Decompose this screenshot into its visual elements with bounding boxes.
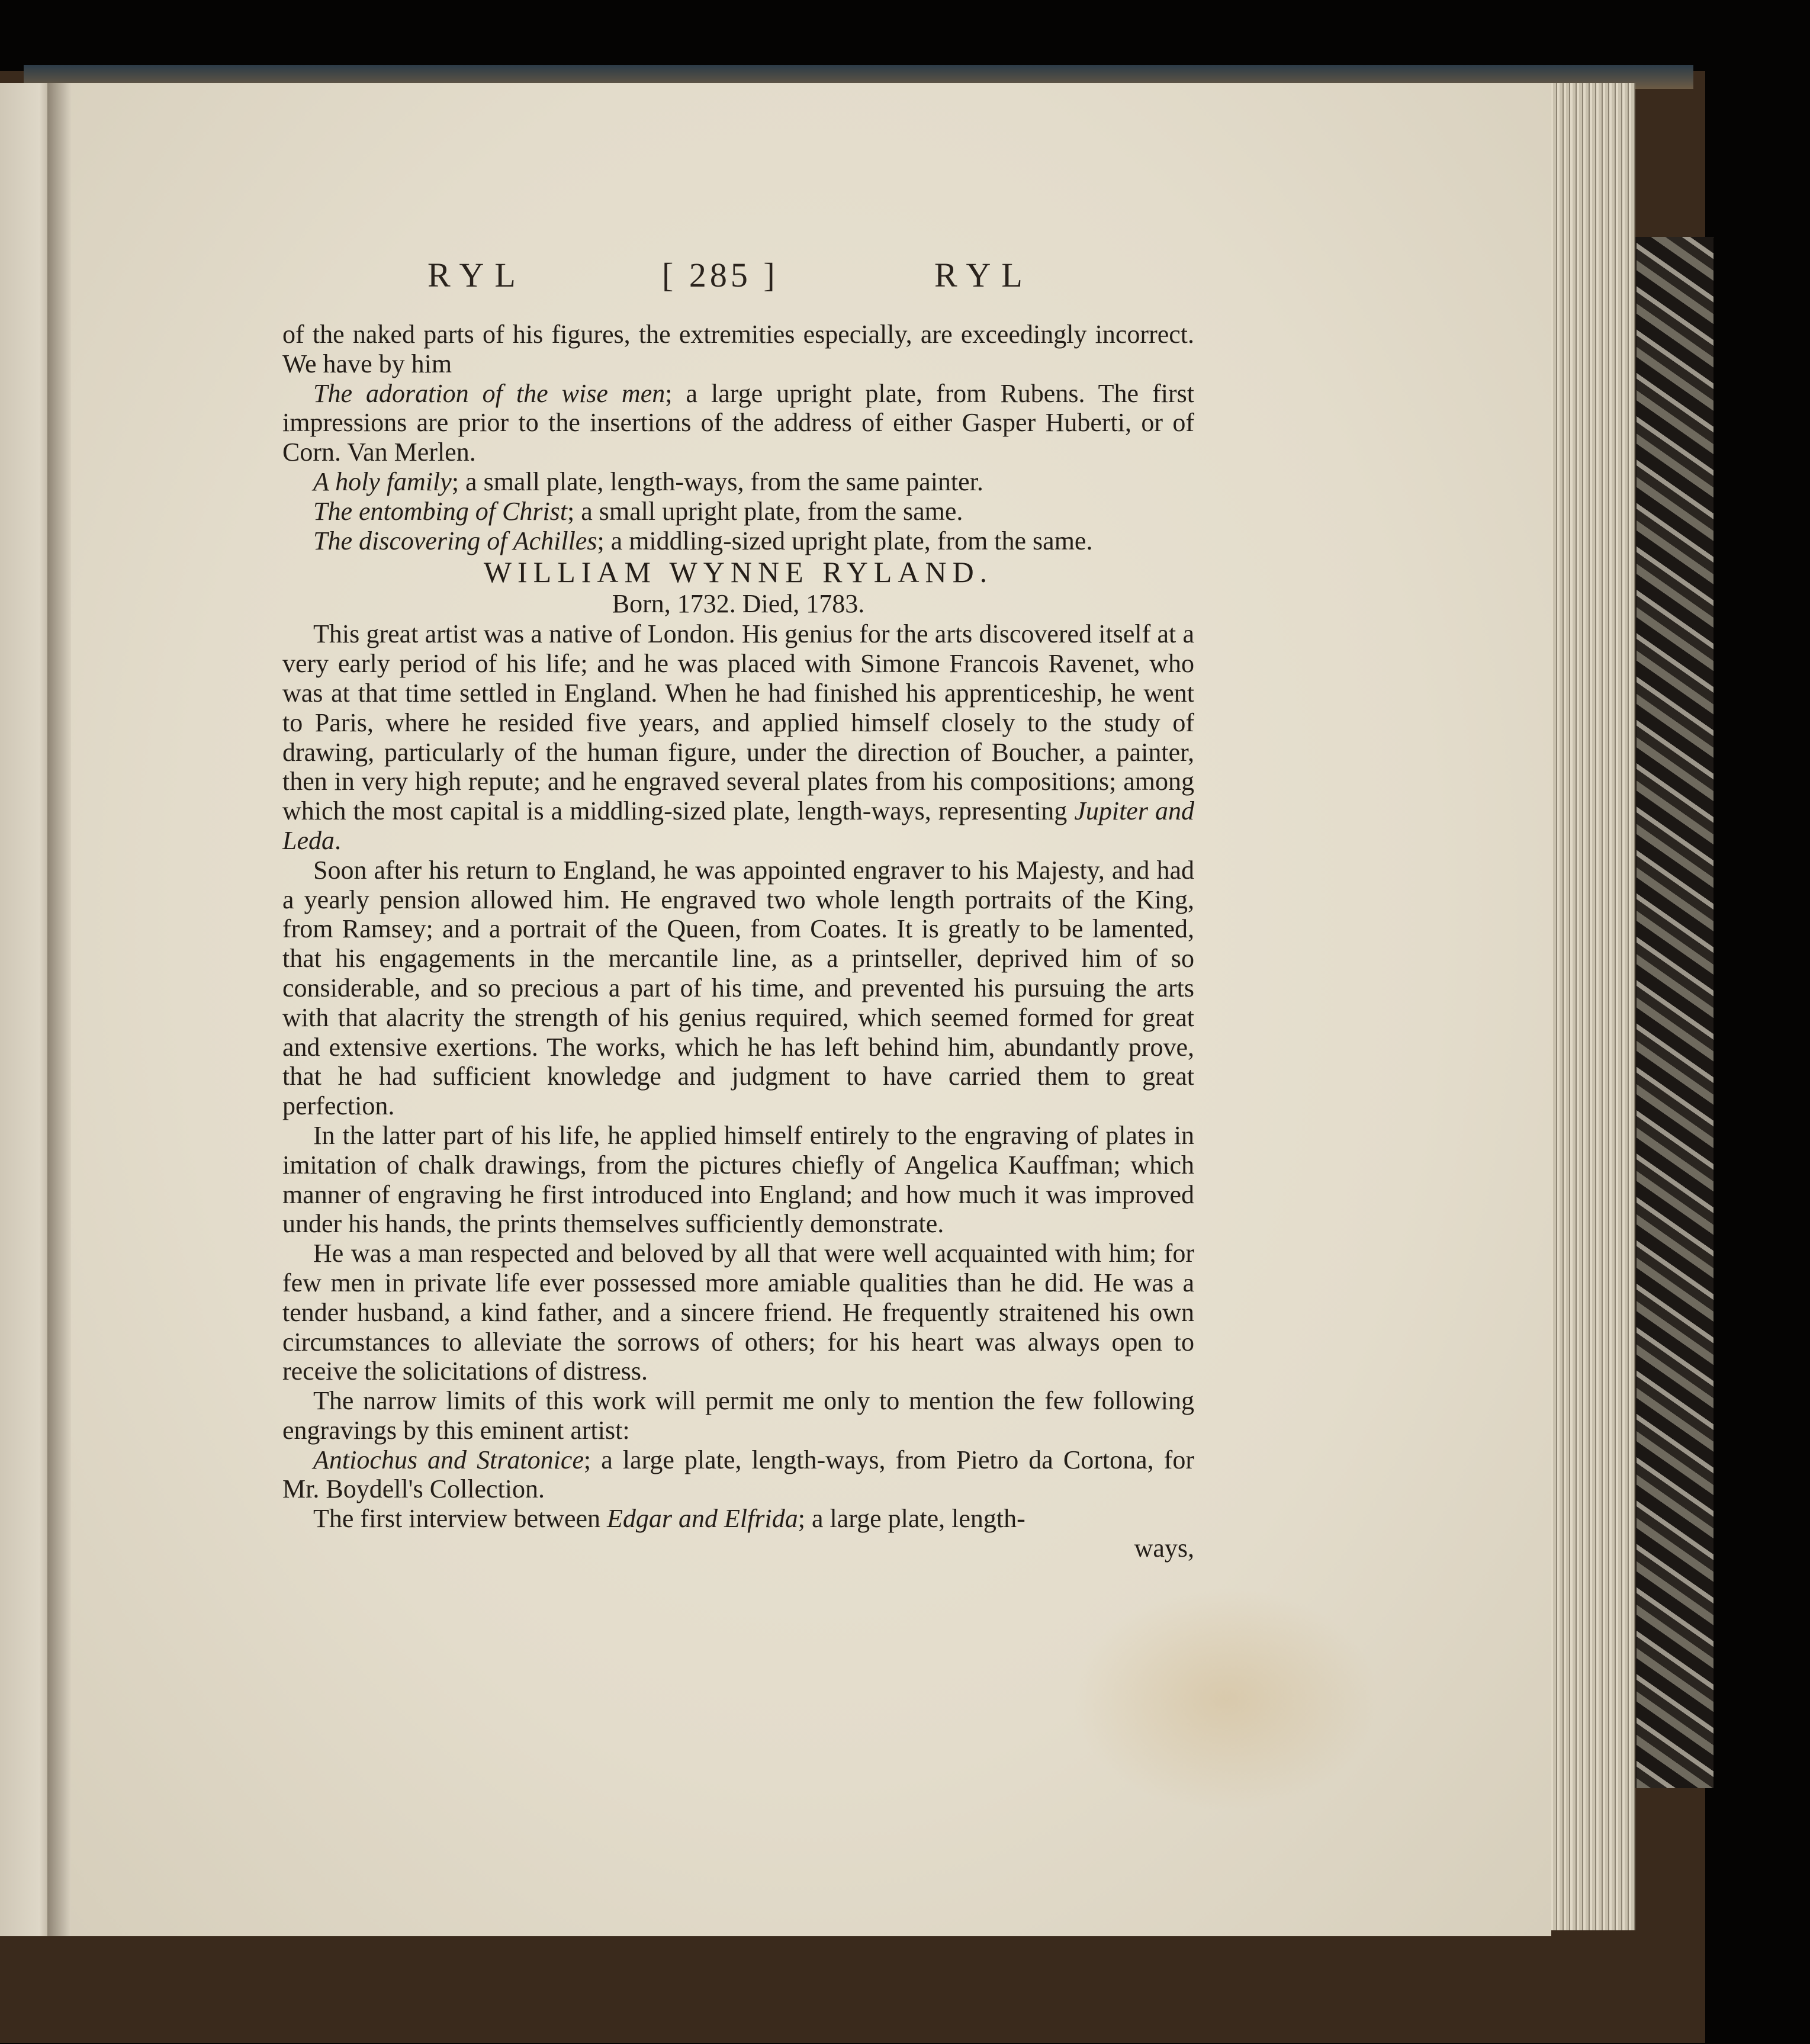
biography-paragraph: This great artist was a native of London. His genius for the arts discovered itself at a very early period of his life; and he was placed with Simone Francois Ravenet, who was at that time settled in England. When he had finished his apprenticeship, he went to Paris, where he resided five years, and applied himself closely to the study of drawing, particularly of the human figure, under the direction of Boucher, a painter, then in very high repute; and he engraved several plates from his compositions; among which the most capital is a middling-sized plate, length-ways, representing Jupiter and Leda. (282, 619, 1194, 855)
work-entry: Antiochus and Stratonice; a large plate, length-ways, from Pietro da Cortona, for Mr. Boydell's Collection. (282, 1445, 1194, 1504)
page-edges (1547, 83, 1635, 1930)
body-text (282, 320, 1194, 1563)
work-entry: The adoration of the wise men; a large upright plate, from Rubens. The first impressions are prior to the insertions of the address of either Gasper Huberti, or of Corn. Van Merlen. (282, 378, 1194, 467)
work-entry: The first interview between Edgar and Elfrida; a large plate, length- (313, 1504, 1025, 1534)
marbled-endpaper (1634, 237, 1713, 1788)
work-entry: The discovering of Achilles; a middling-sized upright plate, from the same. (313, 526, 1093, 555)
work-title: Jupiter and Leda (282, 796, 1194, 855)
artist-heading: WILLIAM WYNNE RYLAND. (483, 555, 994, 589)
biography-paragraph: He was a man respected and beloved by all that were well acquainted with him; for few men in private life ever possessed more amiable qualities than he did. He was a tender husband, a kind father, and a sincere friend. He frequently straitened his own circumstances to alleviate the sorrows of others; for his heart was always open to receive the solicitations of distress. (282, 1239, 1194, 1386)
catchword: ways, (1134, 1534, 1194, 1563)
running-head-right: RYL (934, 256, 1033, 294)
biography-paragraph: In the latter part of his life, he applied himself entirely to the engraving of plates in imitation of chalk drawings, from the pictures chiefly of Angelica Kauffman; which manner of engraving he first introduced into England; and how much it was improved under his hands, the prints themselves sufficiently demonstrate. (282, 1120, 1194, 1239)
artist-dates: Born, 1732. Died, 1783. (612, 589, 865, 619)
work-title: Edgar and Elfrida (607, 1504, 798, 1534)
biography-paragraph: The narrow limits of this work will permit me only to mention the few following engravings by this eminent artist: (282, 1386, 1194, 1445)
work-entry: A holy family; a small plate, length-ways, from the same painter. (313, 467, 983, 496)
work-title: The discovering of Achilles (313, 526, 597, 555)
continuation-paragraph: of the naked parts of his figures, the extremities especially, are exceedingly incorrect. We have by him (282, 320, 1194, 378)
page-number: [ 285 ] (662, 256, 779, 294)
work-title: The adoration of the wise men (313, 378, 666, 408)
running-head-left: RYL (427, 256, 526, 294)
biography-paragraph: Soon after his return to England, he was appointed engraver to his Majesty, and had a yearly pension allowed him. He engraved two whole length portraits of the King, from Ramsey; and a portrait of the Queen, from Coates. It is greatly to be lamented, that his engagements in the mercantile line, as a printseller, deprived him of so considerable, and so precious a part of his time, and prevented his pursuing the arts with that alacrity the strength of his genius required, which seemed formed for great and extensive exertions. The works, which he has left behind him, abundantly prove, that he had sufficient knowledge and judgment to have carried them to great perfection. (282, 855, 1194, 1121)
gutter-shadow (47, 83, 71, 1936)
foxing-stain (1072, 1587, 1380, 1812)
work-title: A holy family (313, 467, 452, 496)
work-title: Antiochus and Stratonice (313, 1445, 584, 1474)
work-entry: The entombing of Christ; a small upright plate, from the same. (313, 496, 963, 526)
work-title: The entombing of Christ (313, 496, 568, 526)
